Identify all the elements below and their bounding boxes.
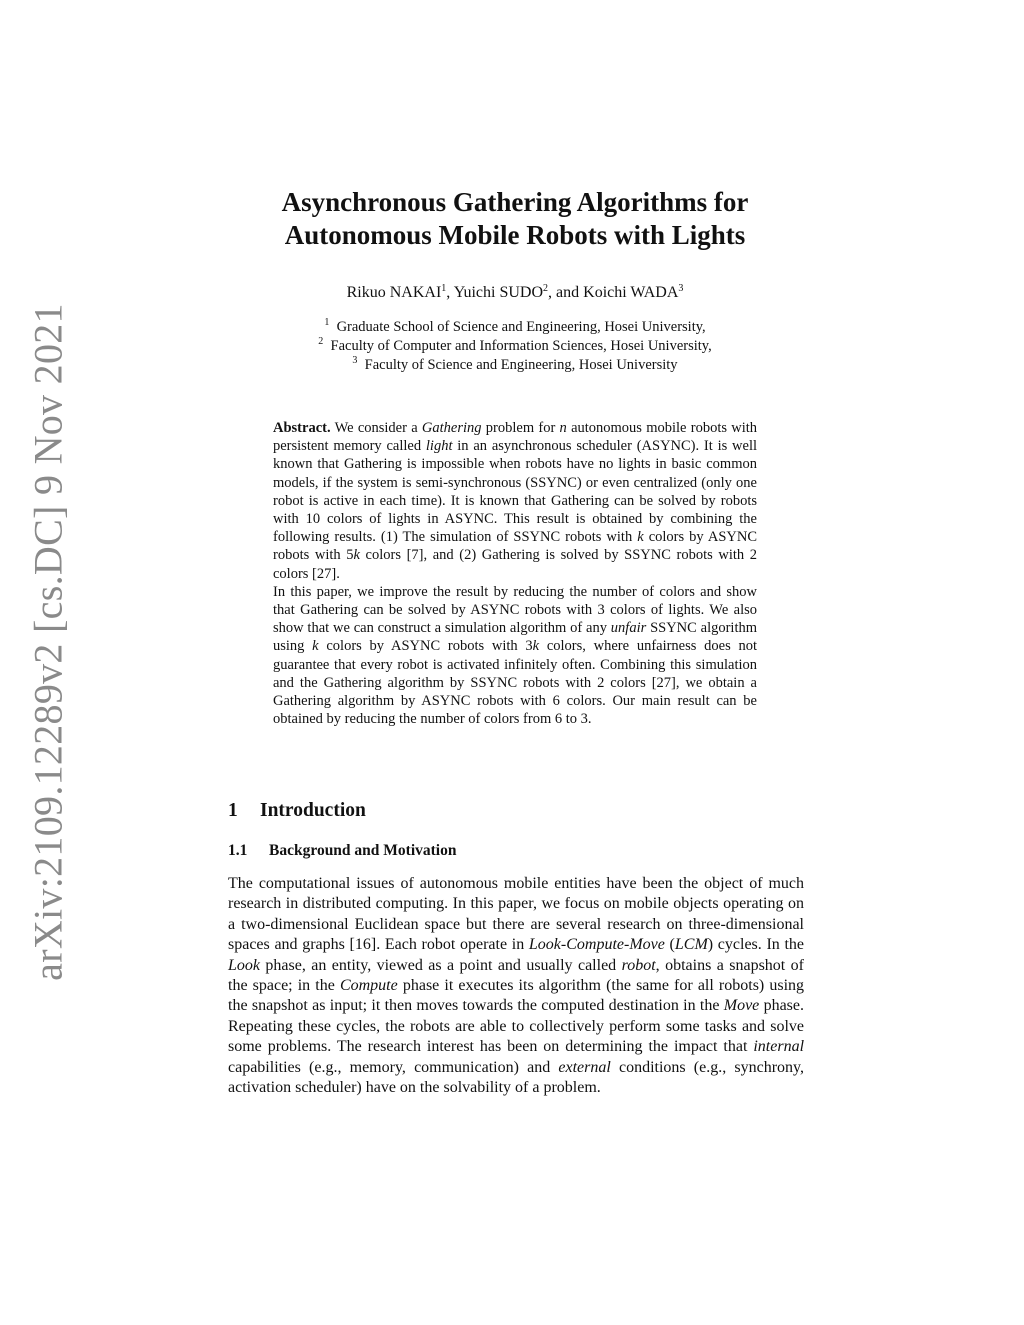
subsection-title: Background and Motivation <box>269 842 457 859</box>
affiliation-item <box>200 356 830 375</box>
body-emphasis: Look <box>228 956 260 974</box>
abstract-text: autonomous mobile robots with persistent memory called <box>273 420 758 455</box>
abstract-emphasis: light <box>425 438 453 455</box>
affiliation-mark: 3 <box>352 355 358 366</box>
paper-title <box>200 186 830 252</box>
body-text: phase, an entity, viewed as a point and usually called <box>265 956 617 974</box>
affiliation-mark: 2 <box>318 336 324 347</box>
abstract-paragraph <box>273 419 757 583</box>
abstract-paragraph <box>273 583 757 729</box>
author-name: Rikuo NAKAI <box>346 284 442 301</box>
body-text: ( <box>669 936 675 954</box>
subsection-number: 1.1 <box>228 842 248 859</box>
math-variable: LCM <box>674 936 708 954</box>
author-name: Koichi WADA <box>583 284 679 301</box>
author-mark: 1 <box>441 283 447 294</box>
body-text: capabilities (e.g., memory, communication) and <box>228 1058 551 1076</box>
math-variable: k <box>532 638 540 655</box>
body-text: conditions (e.g., synchrony, activation scheduler) have on the solvability of a problem. <box>228 1058 805 1097</box>
affiliation-mark: 1 <box>324 317 330 328</box>
math-variable: k <box>637 529 644 546</box>
abstract-text: colors, where unfairness does not guarantee that every robot is activated infinitely often. Combining this simulation and the Gathering algorithm by SSYNC robots with 2 colors [27], we obtain a Gathering algorithm by ASYNC robots with 6 colors. Our main result can be obtained by reducing the number of colors from 6 to 3. <box>273 638 758 728</box>
affiliation-item <box>200 337 830 356</box>
affiliation-item <box>200 318 830 337</box>
body-emphasis: external <box>558 1058 611 1076</box>
author-name: Yuichi SUDO <box>453 284 544 301</box>
author-list <box>200 284 830 302</box>
body-text: The computational issues of autonomous mobile entities have been the object of much research in distributed computing. In this paper, we focus on mobile objects operating on a two-dimensional Euclidean space but there are several research on three-dimensional spaces and graphs [16]. Each robot operate in <box>228 875 804 954</box>
subsection-heading <box>228 842 456 860</box>
intro-paragraph <box>228 874 804 1098</box>
abstract <box>273 419 757 728</box>
arxiv-identifier-stamp: arXiv:2109.12289v2 [cs.DC] 9 Nov 2021 <box>25 303 71 981</box>
abstract-text: colors [7], and (2) Gathering is solved by SSYNC robots with 2 colors [27]. <box>273 547 758 582</box>
abstract-text: colors by ASYNC robots with 3 <box>326 638 533 655</box>
abstract-label: Abstract. <box>273 420 331 436</box>
affiliation-text: Faculty of Science and Engineering, Hosei University <box>364 357 678 373</box>
author-mark: 2 <box>543 283 549 294</box>
abstract-text: in an asynchronous scheduler (ASYNC). It is well known that Gathering is impossible when robots have no lights in basic common models, if the system is semi-synchronous (SSYNC) or even centralized (only one robot is active in each time). It is known that Gathering can be solved by robots with 10 colors of lights in ASYNC. This result is obtained by combining the following results. (1) The simulation of SSYNC robots with <box>273 438 758 546</box>
body-emphasis: Look-Compute-Move <box>528 936 665 954</box>
body-text: , obtains a snapshot of the space; in the <box>228 956 804 995</box>
affiliation-text: Graduate School of Science and Engineering, Hosei University, <box>336 319 706 335</box>
abstract-text: In this paper, we improve the result by reducing the number of colors and show that Gathering can be solved by ASYNC robots with 3 colors of lights. We also show that we can construct a simulation algorithm of any <box>273 583 757 637</box>
author-separator: , <box>446 284 454 301</box>
body-emphasis: Move <box>723 997 760 1015</box>
abstract-text: colors by ASYNC robots with 5 <box>273 529 757 564</box>
title-line-1: Asynchronous Gathering Algorithms for <box>281 187 749 217</box>
abstract-emphasis: Gathering <box>421 420 482 436</box>
abstract-text: We consider a <box>334 420 418 436</box>
section-title: Introduction <box>260 800 366 821</box>
body-text: phase. Repeating these cycles, the robots are able to collectively perform some tasks and solve some problems. The research interest has been on determining the impact that <box>228 997 805 1056</box>
title-line-2: Autonomous Mobile Robots with Lights <box>284 220 746 250</box>
body-emphasis: internal <box>753 1038 805 1056</box>
section-number: 1 <box>228 800 238 821</box>
author-separator: , and <box>548 284 584 301</box>
body-text: phase it executes its algorithm (the same for all robots) using the snapshot as input; it then moves towards the computed destination in the <box>228 977 805 1015</box>
abstract-text: problem for <box>485 420 556 436</box>
body-emphasis: Compute <box>339 977 398 995</box>
body-text: ) cycles. In the <box>707 936 804 954</box>
affiliation-list <box>200 318 830 375</box>
math-variable: n <box>559 420 567 436</box>
affiliation-text: Faculty of Computer and Information Sciences, Hosei University, <box>330 338 712 354</box>
section-heading <box>228 800 366 822</box>
author-mark: 3 <box>678 283 684 294</box>
body-emphasis: robot <box>621 956 656 974</box>
abstract-text: SSYNC algorithm using <box>273 620 758 655</box>
abstract-emphasis: unfair <box>610 620 647 637</box>
math-variable: k <box>312 638 319 655</box>
math-variable: k <box>353 547 360 564</box>
